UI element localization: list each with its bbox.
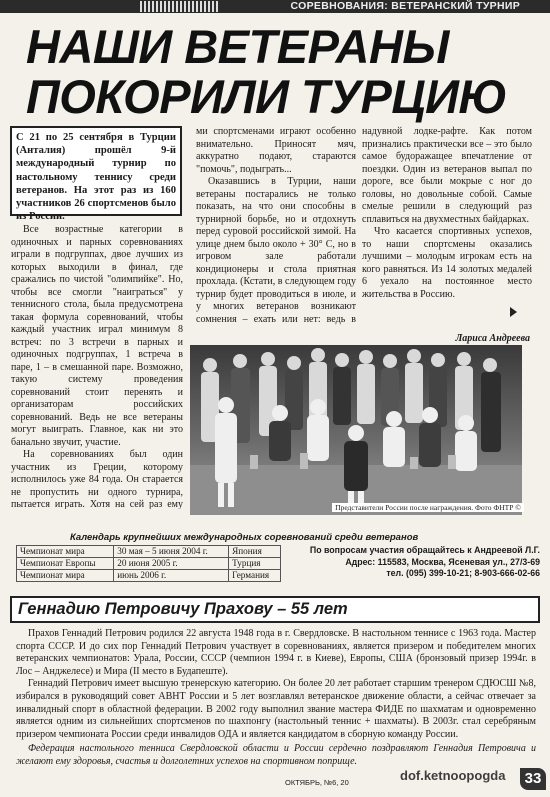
paragraph: надувной лодке-рафте. Как потом признались практически все – это было самое будоражащее впечатление от поездки. Один из ветеранов выпал по дороге, все были мокрые с ног до головы, но довольные собой. Самые смелые решили в следующий раз сплавиться на двухместных байдарках. (362, 126, 532, 225)
photo-caption: Представители России после награждения. Фото ФНТР © (332, 503, 524, 512)
bio-text (16, 628, 536, 769)
bio-title: Геннадию Петровичу Прахову – 55 лет (18, 600, 348, 618)
page-number: 33 (520, 768, 546, 790)
calendar-table (16, 545, 281, 582)
cell-place: Турция (229, 558, 281, 570)
cell-date: 30 мая – 5 июня 2004 г. (114, 546, 229, 558)
contact-info (285, 545, 540, 580)
cell-date: июнь 2006 г. (114, 570, 229, 582)
cell-event: Чемпионат мира (17, 570, 114, 582)
paragraph: Прахов Геннадий Петрович родился 22 августа 1948 года в г. Свердловске. В настольном теннисе с 1963 года. Мастер спорта СССР. И до сих пор Геннадий Петрович участвует в соревнованиях, является призером и победителем многих ветеранских чемпионатов: Урала, России, СССР (чемпион 1994 г. в Киеве), Европы, США (бронзовый призер 1994г. в Лос – Анджелесе) и Мира (II место в Будапеште). (16, 628, 536, 677)
article-byline: Лариса Андреева (455, 333, 530, 344)
headline-line-1: НАШИ ВЕТЕРАНЫ (26, 20, 449, 73)
paragraph: ми спортсменами играют особенно внимательно. Приносят мяч, аккуратно подают, стараются "помочь", подыграть... (196, 126, 356, 175)
table-row (17, 546, 281, 558)
paragraph: Геннадий Петрович имеет высшую тренерскую категорию. Он более 20 лет работает старшим тренером СДЮСШ №8, избирался в руководящий совет АВНТ России и 5 лет возглавлял ветеранское движение области, а сейчас отвечает за инвалидный спорт в областной федерации. В 2002 году выполнил звание мастера ФИДЕ по шахматам и одновременно является одним из сильнейших спортсменов по шахпонгу (настольный теннис + шахматы). В 2003г. стал серебряным призером чемпионата России среди инвалидов ОДА и является кандидатом в сборную команду России. (16, 678, 536, 740)
paragraph: Все возрастные категории в одиночных и парных соревнованиях играли в подгруппах, двое лучших из которых выходили в финал, где сражались по чистой "олимпийке". Но, чтобы все смогли "наиграться" у теннисного стола, была предусмотрена такая формула соревнований, чтобы каждый участник играл минимум 8 встреч: по 3 встречи в парных и одиночных подгруппах, 1 встреча в паре, 1 – в смешанной паре. Возможно, такую систему проведения соревнований стоит перенять и организаторам российских соревнований. Ведь не все ветераны могут выиграть. Главное, как ни это банально звучит, участие. (11, 224, 183, 448)
article-column-2 (196, 126, 356, 326)
cell-place: Япония (229, 546, 281, 558)
team-photo (190, 345, 522, 515)
article-column-3 (362, 126, 532, 326)
cell-event: Чемпионат мира (17, 546, 114, 558)
cell-event: Чемпионат Европы (17, 558, 114, 570)
bio-closing: Федерация настольного тенниса Свердловской области и России сердечно поздравляют Геннадия Петровича и желают ему здоровья, счастья и долголетних успехов на спортивном поприще. (16, 743, 536, 767)
end-marker-icon (510, 307, 517, 317)
article-lead: С 21 по 25 сентября в Турции (Анталия) прошёл 9-й международный турнир по настольному теннису среди ветеранов. На этот раз из 160 участников 26 спортсменов было из России. (10, 126, 182, 216)
table-row (17, 570, 281, 582)
watermark: dof.ketnoopogda (400, 768, 506, 783)
calendar-title: Календарь крупнейших международных соревнований среди ветеранов (70, 532, 419, 543)
issue-label: ОКТЯБРЬ, №6, 20 (285, 778, 349, 787)
headline-line-2: ПОКОРИЛИ ТУРЦИЮ (26, 70, 507, 123)
cell-place: Германия (229, 570, 281, 582)
table-row (17, 558, 281, 570)
paragraph: На соревнованиях был один участник из Греции, которому исполнилось уже 84 года. Он старается не пропустить ни одного турнира, пытается играть. Хотя на сей раз ему (11, 449, 183, 509)
article-headline (26, 22, 536, 122)
contact-line: тел. (095) 399-10-21; 8-903-666-02-66 (386, 568, 540, 578)
paragraph: Что касается спортивных успехов, то наши спортсмены оказались лучшими – молодым игрокам есть на кого равняться. Из 14 золотых медалей 6 уехало на постоянное место жительства в Россию. (362, 226, 532, 300)
header-stripes (140, 1, 220, 12)
section-title: СОРЕВНОВАНИЯ: ВЕТЕРАНСКИЙ ТУРНИР (290, 0, 520, 12)
contact-line: По вопросам участия обращайтесь к Андреевой Л.Г. (309, 545, 540, 555)
paragraph: Оказавшись в Турции, наши ветераны постарались не только показать, на что они способны в турнирной борьбе, но и отдохнуть перед суровой российской зимой. На улице днем было около + 30° С, но в игровом зале работали кондиционеры и стола приятная прохлада. (Кстати, в следующем году турнир будет проводиться в июле, и у многих ветеранов возникают сомнения – ехать или нет: ведь в (196, 176, 356, 325)
contact-line: Адрес: 115583, Москва, Ясеневая ул., 27/3-69 (345, 556, 540, 567)
cell-date: 20 июня 2005 г. (114, 558, 229, 570)
article-column-1 (11, 224, 183, 509)
